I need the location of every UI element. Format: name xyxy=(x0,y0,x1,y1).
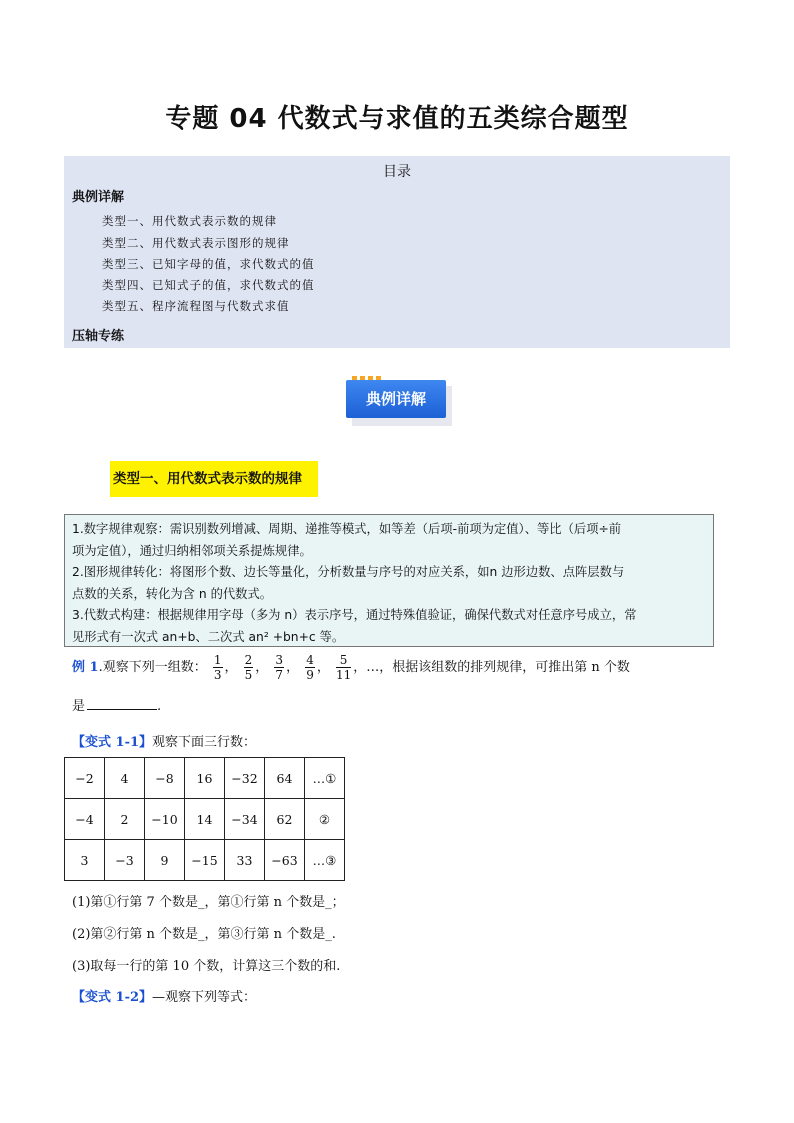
answer-prefix: 是 xyxy=(72,699,86,714)
example-prefix: .观察下列一组数： xyxy=(98,660,207,675)
summary-line: 项为定值），通过归纳相邻项关系提炼规律。 xyxy=(72,543,312,558)
summary-line: 3.代数式构建：根据规律用字母（多为 n）表示序号，通过特殊值验证，确保代数式对任意序号成立，常 xyxy=(72,608,637,622)
table-cell: 62 xyxy=(265,799,305,840)
table-cell: −63 xyxy=(265,840,305,881)
variant-1-1 xyxy=(72,731,256,750)
toc-item-type4[interactable]: 类型四、已知式子的值，求代数式的值 xyxy=(102,278,315,292)
table-cell: ② xyxy=(305,799,345,840)
variant-label: 【变式 1-2】 xyxy=(72,990,153,1005)
toc-item-type5[interactable]: 类型五、程序流程图与代数式求值 xyxy=(102,299,290,313)
table-cell: 16 xyxy=(185,758,225,799)
toc-item-type3[interactable]: 类型三、已知字母的值，求代数式的值 xyxy=(102,257,315,271)
summary-line: 2.图形规律转化：将图形个数、边长等量化，分析数量与序号的对应关系，如n 边形边数、点阵层数与 xyxy=(72,565,625,579)
example-suffix: ，…，根据该组数的排列规律，可推出第 n 个数 xyxy=(353,660,630,675)
table-of-contents xyxy=(64,156,730,348)
question-1: (1)第①行第 7 个数是_，第①行第 n 个数是_； xyxy=(72,895,345,910)
variant-text: 观察下面三行数： xyxy=(152,735,257,750)
answer-end: . xyxy=(157,699,162,714)
table-cell: 33 xyxy=(225,840,265,881)
badge-dots-decoration xyxy=(352,376,381,380)
table-cell: −4 xyxy=(65,799,105,840)
summary-line: 1.数字规律观察：需识别数列增减、周期、递推等模式，如等差（后项-前项为定值）、等比（后项÷前 xyxy=(72,522,622,536)
summary-line: 点数的关系，转化为含 n 的代数式。 xyxy=(72,586,273,601)
table-cell: 14 xyxy=(185,799,225,840)
table-cell: −2 xyxy=(65,758,105,799)
variant-1-2 xyxy=(72,986,256,1005)
table-cell: −32 xyxy=(225,758,265,799)
example-1: 例 1.观察下列一组数： $\frac{1}{3}$ ， $\frac{2}{5}$ ， $\frac{3}{7}$ ， $\frac{4}{9}$ ， $\frac{5}{11}$ ，…，根据该组数的排列规律，可推出第 n 个数 xyxy=(72,653,630,682)
table-cell: −10 xyxy=(145,799,185,840)
table-cell: 2 xyxy=(105,799,145,840)
toc-heading: 目录 xyxy=(383,164,411,180)
question-2: (2)第②行第 n 个数是_，第③行第 n 个数是_. xyxy=(72,927,336,942)
table-row xyxy=(65,799,345,840)
toc-item-type1[interactable]: 类型一、用代数式表示数的规律 xyxy=(102,214,277,228)
section-badge xyxy=(346,380,452,426)
table-cell: −15 xyxy=(185,840,225,881)
fraction: $\frac{4}{9}$ xyxy=(306,653,314,682)
fraction: $\frac{3}{7}$ xyxy=(275,653,284,682)
example-label: 例 1 xyxy=(72,660,99,675)
table-cell: −34 xyxy=(225,799,265,840)
type-heading: 类型一、用代数式表示数的规律 xyxy=(110,461,318,497)
fraction: $\frac{5}{11}$ xyxy=(335,653,352,682)
table-cell: 4 xyxy=(105,758,145,799)
question-3: (3)取每一行的第 10 个数，计算这三个数的和. xyxy=(72,959,341,974)
toc-item-type2[interactable]: 类型二、用代数式表示图形的规律 xyxy=(102,236,290,250)
table-cell: −8 xyxy=(145,758,185,799)
fraction: $\frac{1}{3}$ xyxy=(213,653,222,682)
page-title: 专题 04 代数式与求值的五类综合题型 xyxy=(165,104,629,134)
number-table xyxy=(64,757,345,881)
table-cell: −3 xyxy=(105,840,145,881)
method-summary-box xyxy=(64,514,714,647)
table-cell: 3 xyxy=(65,840,105,881)
example-1-answer-line xyxy=(72,695,161,714)
table-cell: …③ xyxy=(305,840,345,881)
badge-label: 典例详解 xyxy=(346,380,446,418)
variant-label: 【变式 1-1】 xyxy=(72,735,153,750)
table-cell: 9 xyxy=(145,840,185,881)
toc-section-examples[interactable]: 典例详解 xyxy=(72,190,125,205)
variant-text: —观察下列等式： xyxy=(152,990,257,1005)
fraction: $\frac{2}{5}$ xyxy=(244,653,253,682)
summary-line: 见形式有一次式 an+b、二次式 an² +bn+c 等。 xyxy=(72,629,345,644)
table-cell: 64 xyxy=(265,758,305,799)
table-cell: …① xyxy=(305,758,345,799)
table-row xyxy=(65,840,345,881)
toc-section-advanced[interactable]: 压轴专练 xyxy=(72,329,125,344)
table-row xyxy=(65,758,345,799)
answer-blank[interactable] xyxy=(87,697,157,710)
